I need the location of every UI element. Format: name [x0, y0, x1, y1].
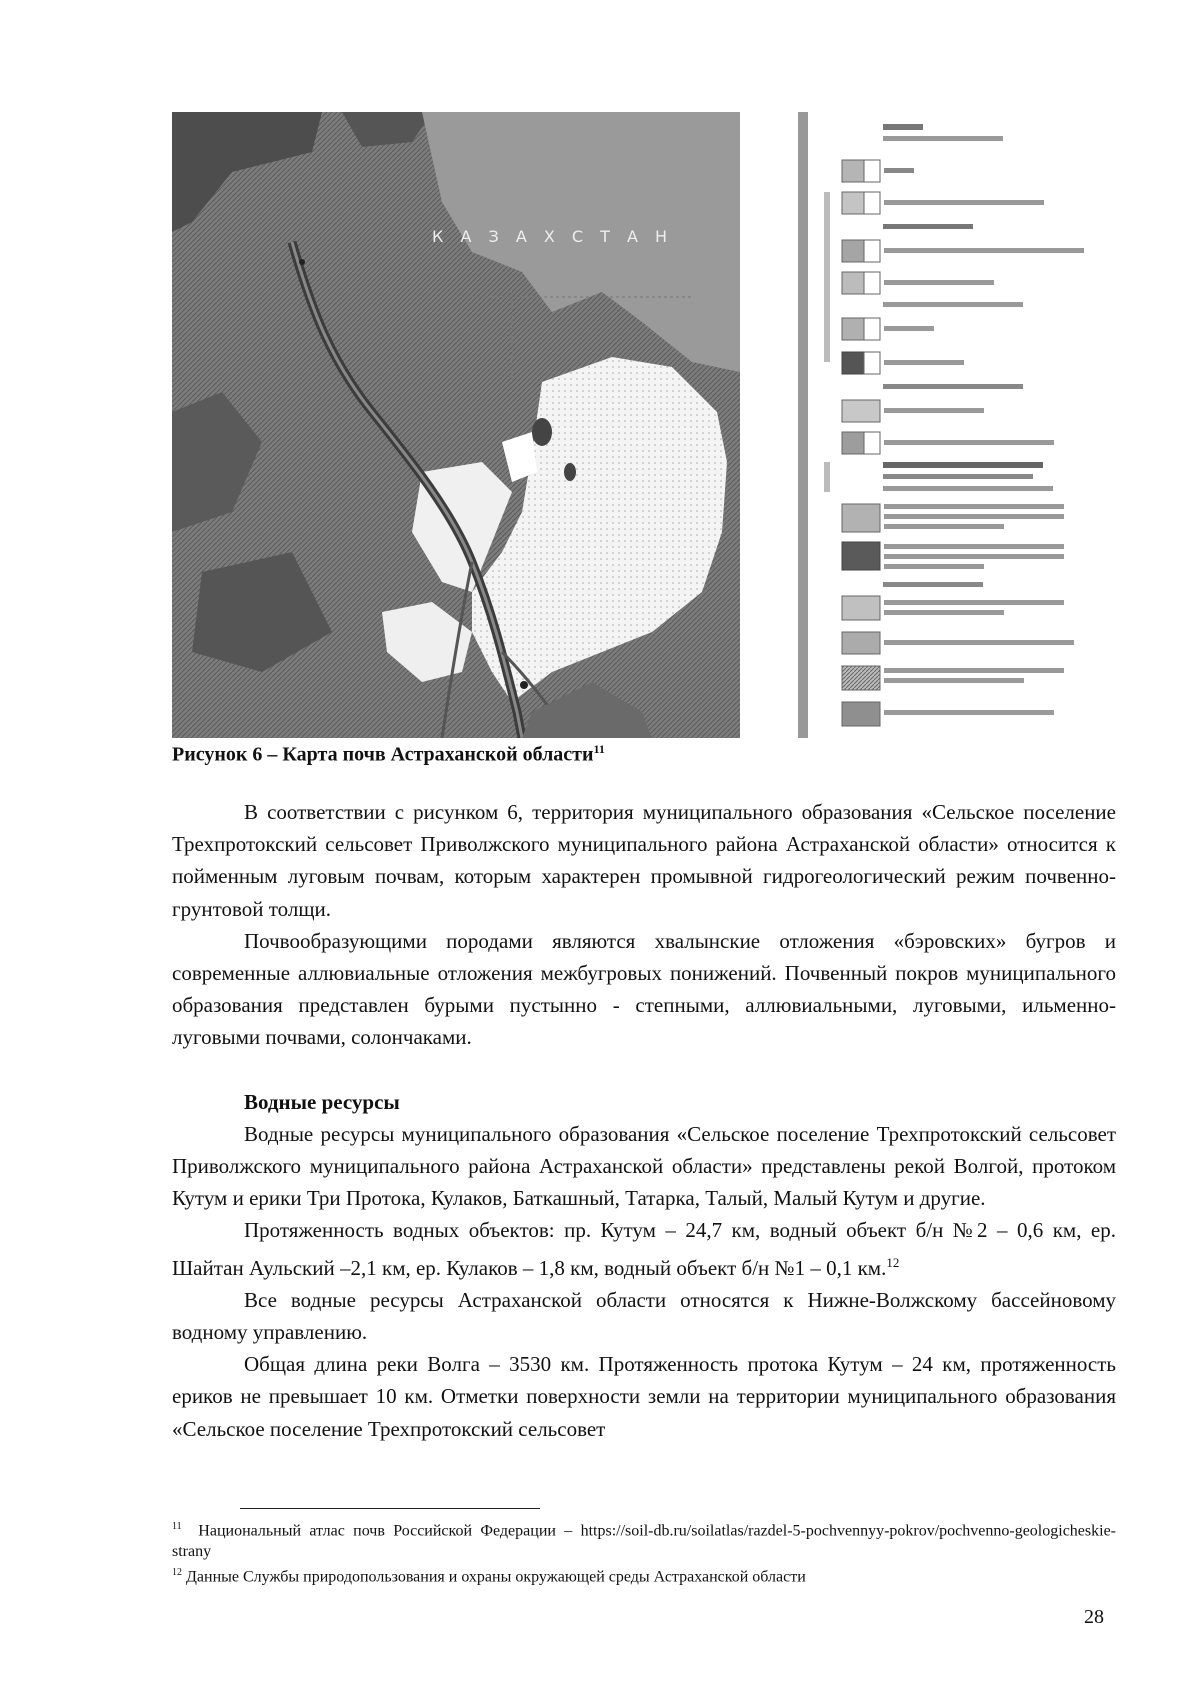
- footnote-12-mark: 12: [172, 1567, 182, 1579]
- map-country-label: К А З А Х С Т А Н: [432, 227, 674, 246]
- soil-map: [172, 112, 740, 738]
- paragraph-water-resources: Водные ресурсы муниципального образования «Сельское поселение Трехпротокский сельсовет Приволжского муниципального района Астраханской области» представлены рекой Волгой, протоком Кутум и ерики Три Протока, Кулаков, Баткашный, Татарка, Талый, Малый Кутум и другие.: [172, 1121, 1116, 1211]
- paragraph-soil-rocks: Почвообразующими породами являются хвалынские отложения «бэровских» бугров и современные аллювиальные отложения межбугровых понижений. Почвенный покров муниципального образования представлен бурыми пустынно - степными, аллювиальными, луговыми, ильменно-луговыми почвами, солончаками.: [172, 928, 1116, 1050]
- footnote-11: [172, 1516, 1116, 1562]
- legend-bracket: [824, 462, 830, 492]
- footnote-12: [172, 1562, 1116, 1587]
- footnote-ref-12: 12: [886, 1254, 900, 1270]
- legend-bracket: [824, 192, 830, 362]
- map-legend-graphic: [798, 112, 1098, 738]
- paragraph-basin: Все водные ресурсы Астраханской области относятся к Нижне-Волжскому бассейновому водному управлению.: [172, 1287, 1116, 1345]
- footnotes: [172, 1516, 1116, 1588]
- footnote-separator: [240, 1508, 540, 1509]
- paragraph-volga-length: Общая длина реки Волга – 3530 км. Протяженность протока Кутум – 24 км, протяженность ериков не превышает 10 км. Отметки поверхности земли на территории муниципального образования «Сельское поселение Трехпротокский сельсовет: [172, 1352, 1116, 1441]
- soil-map-graphic: [172, 112, 740, 738]
- page-number: 28: [1084, 1606, 1104, 1628]
- paragraph-water-lengths-text: Протяженность водных объектов: пр. Кутум – 24,7 км, водный объект б/н №2 – 0,6 км, ер. Шайтан Аульский –2,1 км, ер. Кулаков – 1,8 км, водный объект б/н №1 – 0,1 км.: [172, 1218, 1116, 1280]
- figure-caption: [172, 742, 1072, 767]
- footnote-11-mark: 11: [172, 1521, 182, 1532]
- footnote-11-text: Национальный атлас почв Российской Федерации – https://soil-db.ru/soilatlas/razdel-5-pochvennyy-pokrov/pochvenno-geologicheskie-strany: [172, 1522, 1116, 1561]
- document-body: [172, 796, 1116, 1445]
- map-legend: [798, 112, 1098, 738]
- paragraph-soils: В соответствии с рисунком 6, территория муниципального образования «Сельское поселение Трехпротокский сельсовет Приволжского муниципального района Астраханской области» относится к пойменным луговым почвам, которым характерен промывной гидрогеологический режим почвенно-грунтовой толщи.: [172, 800, 1116, 921]
- legend-side-bar: [798, 112, 808, 738]
- paragraph-water-lengths: [172, 1214, 1116, 1283]
- footnote-12-text: Данные Службы природопользования и охраны окружающей среды Астраханской области: [186, 1568, 806, 1586]
- footnote-ref-11: 11: [593, 742, 605, 756]
- legend-rows: [842, 124, 1084, 726]
- section-heading-water: Водные ресурсы: [244, 1089, 400, 1114]
- figure-caption-text: Рисунок 6 – Карта почв Астраханской области: [172, 743, 594, 766]
